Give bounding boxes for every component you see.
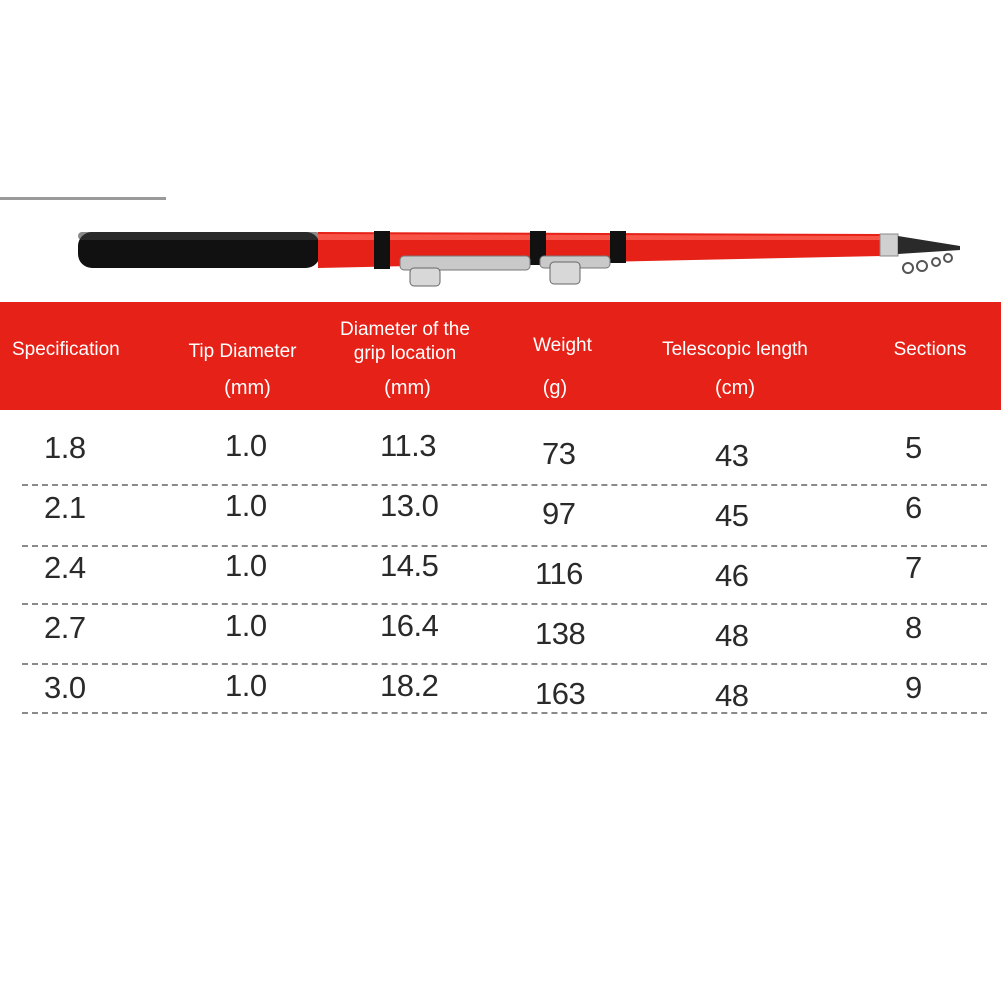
cell-sections: 9 [905, 670, 922, 705]
cell-length: 43 [715, 438, 749, 473]
cell-tip: 1.0 [225, 428, 267, 463]
cell-length: 45 [715, 498, 749, 533]
header-grip-diameter-unit: (mm) [384, 377, 431, 399]
cell-spec: 1.8 [44, 430, 86, 465]
cell-weight: 163 [535, 676, 586, 711]
header-grip-diameter-line1: Diameter of the [340, 319, 470, 340]
cell-tip: 1.0 [225, 488, 267, 523]
table-row [0, 600, 1001, 660]
cell-tip: 1.0 [225, 668, 267, 703]
header-tip-diameter: Tip Diameter [188, 341, 297, 362]
top-divider [0, 197, 166, 200]
table-row [0, 540, 1001, 600]
cell-grip: 18.2 [380, 668, 439, 703]
table-row [0, 420, 1001, 480]
cell-length: 48 [715, 678, 749, 713]
cell-sections: 8 [905, 610, 922, 645]
cell-spec: 2.7 [44, 610, 86, 645]
header-tip-diameter-unit: (mm) [224, 377, 271, 399]
spec-table-header [0, 302, 1001, 410]
cell-sections: 6 [905, 490, 922, 525]
header-sections: Sections [893, 339, 967, 360]
cell-tip: 1.0 [225, 548, 267, 583]
cell-weight: 138 [535, 616, 586, 651]
cell-weight: 97 [542, 496, 576, 531]
cell-length: 46 [715, 558, 749, 593]
cell-grip: 16.4 [380, 608, 439, 643]
cell-grip: 13.0 [380, 488, 439, 523]
cell-grip: 11.3 [380, 428, 437, 463]
cell-weight: 116 [535, 556, 583, 591]
header-weight-unit: (g) [542, 377, 568, 399]
cell-spec: 2.1 [44, 490, 86, 525]
cell-spec: 3.0 [44, 670, 86, 705]
cell-sections: 7 [905, 550, 922, 585]
header-grip-diameter-line2: grip location [353, 343, 457, 364]
cell-weight: 73 [542, 436, 576, 471]
header-telescopic-length-unit: (cm) [715, 377, 755, 399]
cell-grip: 14.5 [380, 548, 439, 583]
header-telescopic-length: Telescopic length [662, 339, 808, 360]
row-divider [22, 712, 987, 714]
header-specification: Specification [12, 339, 120, 360]
table-row [0, 480, 1001, 540]
cell-sections: 5 [905, 430, 922, 465]
table-row [0, 660, 1001, 720]
cell-length: 48 [715, 618, 749, 653]
cell-spec: 2.4 [44, 550, 86, 585]
fishing-rod-image [70, 212, 970, 302]
header-weight: Weight [533, 335, 592, 356]
cell-tip: 1.0 [225, 608, 267, 643]
